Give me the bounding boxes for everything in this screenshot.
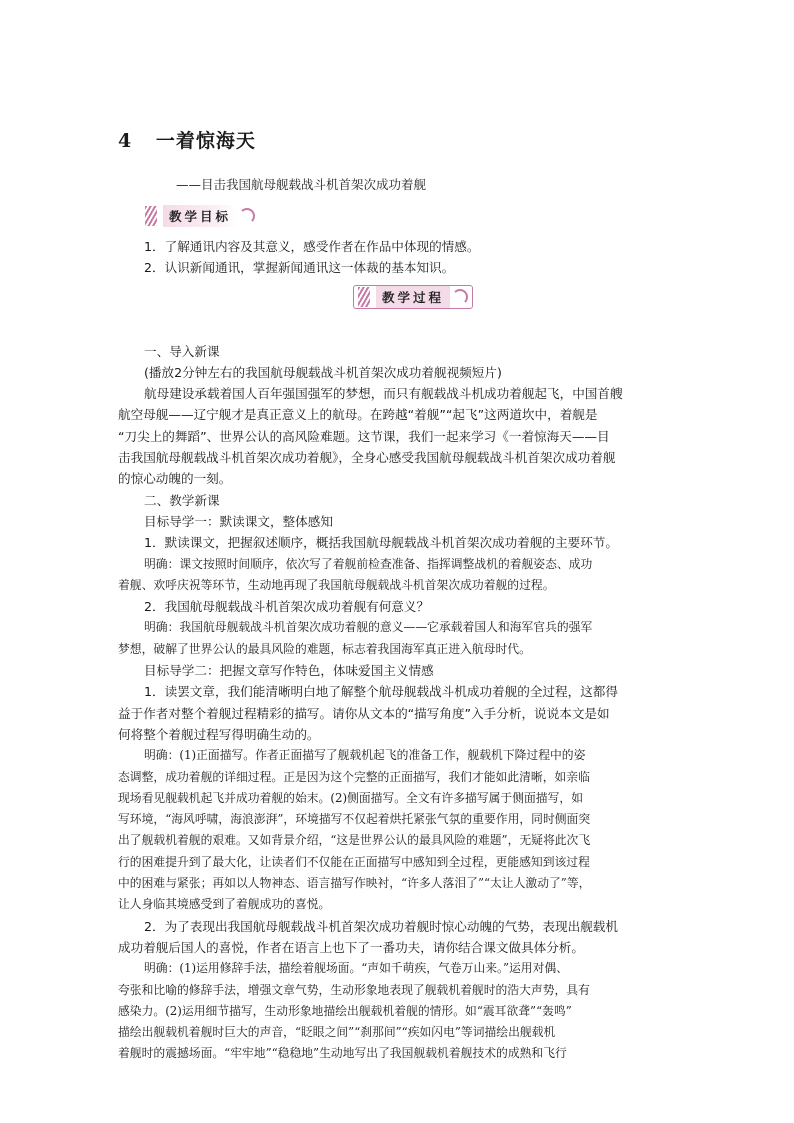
answer-line: 梦想，破解了世界公认的最具风险的难题，标志着我国海军真正进入航母时代。 — [118, 641, 531, 656]
lesson-subtitle: ——目击我国航母舰载战斗机首架次成功着舰 — [176, 177, 427, 192]
answer-line: 着舰时的震撼场面。“牢牢地”“稳稳地”生动地写出了我国舰载机着舰技术的成熟和飞行 — [118, 1046, 567, 1061]
question-line: 1．默读课文，把握叙述顺序，概括我国航母舰载战斗机首架次成功着舰的主要环节。 — [144, 535, 618, 551]
question-line: 1．读罢文章，我们能清晰明白地了解整个航母舰载战斗机成功着舰的全过程，这都得 — [144, 684, 618, 700]
paragraph-line: 航母建设承载着国人百年强国强军的梦想，而只有舰载战斗机成功着舰起飞，中国首艘 — [144, 386, 623, 402]
subsection-heading: 目标导学一：默读课文，整体感知 — [144, 513, 333, 529]
paragraph-line: “刀尖上的舞蹈”、世界公认的高风险难题。这节课，我们一起来学习《一着惊海天——目 — [118, 428, 610, 444]
answer-line: 写环境，“海风呼啸，海浪澎湃”，环境描写不仅起着烘托紧张气氛的重要作用，同时侧面突 — [118, 812, 591, 827]
document-body — [118, 236, 678, 1065]
teaching-goals-badge — [145, 205, 255, 227]
question-line: 2．为了表现出我国航母舰载战斗机首架次成功着舰时惊心动魄的气势，表现出舰载机 — [144, 918, 618, 934]
answer-line: 出了舰载机着舰的艰难。又如背景介绍，“这是世界公认的最具风险的难题”，无疑将此次飞 — [118, 833, 591, 848]
teaching-process-label: 教学过程 — [376, 286, 450, 308]
section-gap — [118, 279, 678, 341]
goal-item: 2．认识新闻通讯，掌握新闻通讯这一体裁的基本知识。 — [144, 260, 455, 276]
answer-line: 描绘出舰载机着舰时巨大的声音，“眨眼之间”“刹那间”“疾如闪电”等词描绘出舰载机 — [118, 1025, 556, 1040]
lesson-title — [118, 126, 256, 153]
paragraph-line: 航空母舰——辽宁舰才是真正意义上的航母。在跨越“着舰”“起飞”这两道坎中，着舰是 — [118, 407, 598, 423]
question-line: 何将整个着舰过程写得明确生动的。 — [118, 726, 320, 742]
section-heading: 二、教学新课 — [144, 492, 220, 508]
answer-line: 明确：我国航母舰载战斗机首架次成功着舰的意义——它承载着国人和海军官兵的强军 — [144, 620, 593, 635]
question-line: 成功着舰后国人的喜悦，作者在语言上也下了一番功夫，请你结合课文做具体分析。 — [118, 939, 584, 955]
answer-line: 着舰、欢呼庆祝等环节，生动地再现了我国航母舰载战斗机首架次成功着舰的过程。 — [118, 577, 555, 592]
section-heading: 一、导入新课 — [144, 343, 220, 359]
answer-line: 行的困难提升到了最大化，让读者们不仅能在正面描写中感知到全过程，更能感知到该过程 — [118, 854, 590, 869]
answer-line: 明确：(1)运用修辞手法，描绘着舰场面。“声如千萌疾，气卷万山来。”运用对偶、 — [144, 961, 568, 976]
answer-line: 感染力。(2)运用细节描写，生动形象地描绘出舰载机着舰的情形。如“震耳欲聋”“轰鸣” — [118, 1003, 572, 1018]
answer-line: 夸张和比喻的修辞手法，增强文章气势，生动形象地表现了舰载机着舰时的浩大声势，具有 — [118, 982, 590, 997]
answer-line: 中的困难与紧张；再如以人物神态、语言描写作映衬，“许多人落泪了”“太让人激动了”等， — [118, 876, 591, 891]
paragraph-line: (播放2分钟左右的我国航母舰载战斗机首架次成功着舰视频短片) — [144, 364, 502, 380]
stripe-decoration-icon — [145, 206, 157, 226]
question-line: 2．我国航母舰载战斗机首架次成功着舰有何意义？ — [144, 599, 430, 615]
answer-line: 明确：课文按照时间顺序，依次写了着舰前检查准备、指挥调整战机的着舰姿态、成功 — [144, 556, 593, 571]
answer-line: 明确：(1)正面描写。作者正面描写了舰载机起飞的准备工作，舰载机下降过程中的姿 — [144, 748, 586, 763]
lesson-title-text: 一着惊海天 — [155, 130, 256, 152]
curl-decoration-icon — [239, 208, 255, 224]
question-line: 益于作者对整个着舰过程精彩的描写。请你从文本的“描写角度”入手分析，说说本文是如 — [118, 705, 610, 721]
answer-line: 态调整，成功着舰的详细过程。正是因为这个完整的正面描写，我们才能如此清晰，如亲临 — [118, 769, 590, 784]
answer-line: 现场看见舰载机起飞并成功着舰的始末。(2)侧面描写。全文有许多描写属于侧面描写，如 — [118, 790, 583, 805]
goal-item: 1．了解通讯内容及其意义，感受作者在作品中体现的情感。 — [144, 239, 480, 254]
lesson-number: 4 — [118, 130, 133, 152]
subsection-heading: 目标导学二：把握文章写作特色，体味爱国主义情感 — [144, 663, 434, 679]
answer-line: 让人身临其境感受到了着舰成功的喜悦。 — [118, 897, 331, 912]
paragraph-line: 击我国航母舰载战斗机首架次成功着舰》，全身心感受我国航母舰载战斗机首架次成功着舰 — [118, 450, 616, 466]
teaching-goals-label: 教学目标 — [163, 205, 237, 227]
paragraph-line: 的惊心动魄的一刻。 — [118, 471, 232, 487]
